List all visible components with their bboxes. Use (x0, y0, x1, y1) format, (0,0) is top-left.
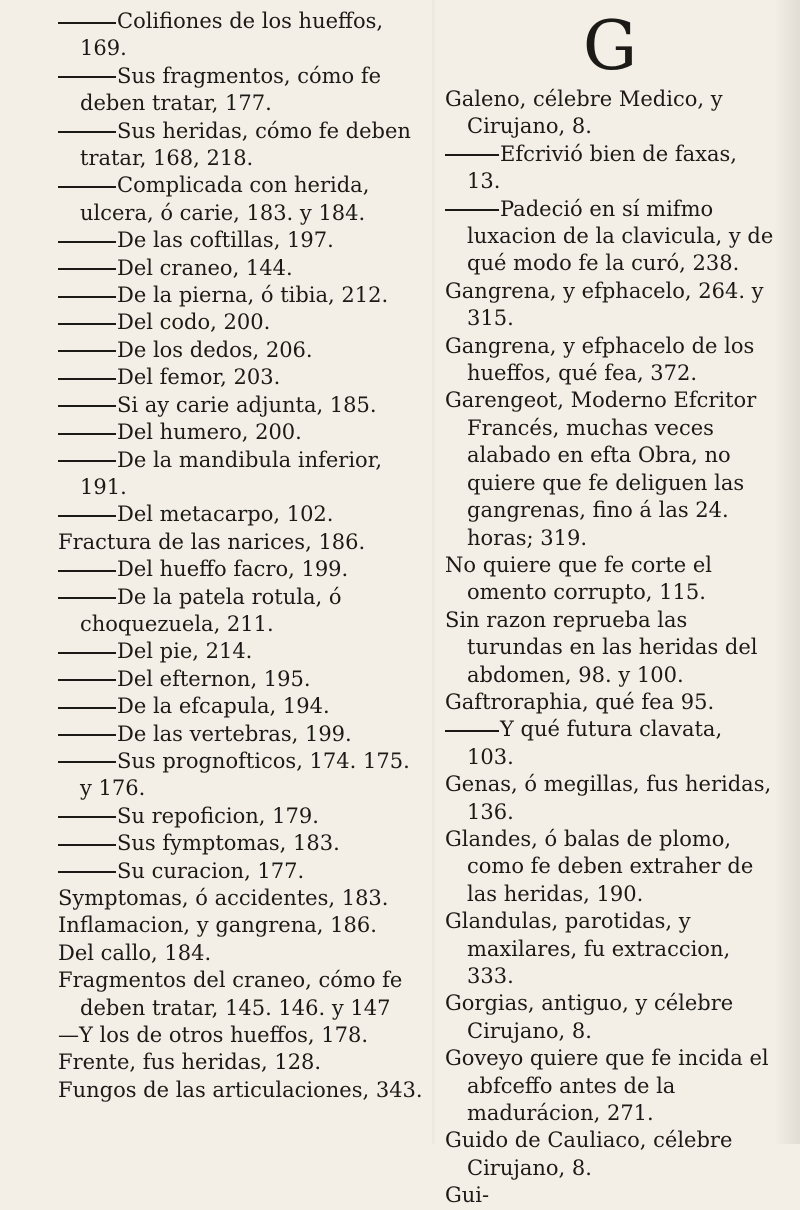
repeat-dash (58, 734, 116, 736)
repeat-dash (58, 186, 116, 188)
repeat-dash (58, 296, 116, 298)
repeat-dash (58, 433, 116, 435)
entry-text: Si ay carie adjunta, 185. (117, 392, 377, 417)
index-entry (58, 309, 428, 336)
repeat-dash (58, 350, 116, 352)
entry-text: Del femor, 203. (117, 365, 281, 390)
index-entry (58, 364, 428, 391)
entry-text: Glandulas, parotidas, y maxilares, fu extraccion, 333. (445, 909, 731, 988)
index-entry (58, 8, 428, 63)
repeat-dash (58, 22, 116, 24)
page-edge-shadow (774, 0, 800, 1144)
entry-text: Del craneo, 144. (117, 255, 293, 280)
index-entry (58, 1077, 428, 1104)
entry-text: —Y los de otros hueffos, 178. (58, 1023, 369, 1048)
index-entry (58, 172, 428, 227)
index-entry (58, 63, 428, 118)
index-entry (445, 333, 775, 388)
index-entry (58, 419, 428, 446)
index-entry (58, 584, 428, 639)
repeat-dash (445, 209, 499, 211)
entry-text: Fragmentos del craneo, cómo fe deben tratar, 145. 146. y 147 (58, 968, 403, 1020)
repeat-dash (58, 707, 116, 709)
index-entry (445, 1182, 775, 1209)
repeat-dash (58, 405, 116, 407)
entry-text: Efcrivió bien de faxas, 13. (467, 141, 737, 194)
repeat-dash (58, 131, 116, 133)
repeat-dash (58, 268, 116, 270)
entry-text: De la pierna, ó tibia, 212. (117, 283, 389, 308)
entry-text: Colifiones de los hueffos, 169. (80, 9, 384, 61)
right-column (445, 8, 775, 1210)
entry-text: Frente, fus heridas, 128. (58, 1050, 322, 1075)
index-entry (58, 1049, 428, 1076)
repeat-dash (58, 871, 116, 873)
entry-text: Del metacarpo, 102. (117, 502, 334, 527)
entry-text: De las coftillas, 197. (117, 228, 334, 253)
repeat-dash (58, 652, 116, 654)
entry-text: Symptomas, ó accidentes, 183. (58, 886, 389, 910)
entry-text: De la patela rotula, ó choquezuela, 211. (80, 584, 342, 636)
section-letter: G (582, 7, 638, 86)
index-entry (445, 990, 775, 1045)
entry-text: Guido de Cauliaco, célebre Cirujano, 8. (445, 1128, 733, 1180)
index-entry (58, 227, 428, 254)
entry-text: De los dedos, 206. (117, 337, 313, 362)
entry-text: Del callo, 184. (58, 940, 212, 965)
index-entry (58, 885, 428, 912)
index-entry (58, 255, 428, 282)
index-entry (445, 689, 775, 716)
entry-text: Goveyo quiere que fe incida el abfceffo antes de la madurácion, 271. (445, 1046, 769, 1126)
entry-text: No quiere que fe corte el omento corrupto, 115. (445, 552, 713, 605)
repeat-dash (445, 154, 499, 156)
entry-text: Gui- (445, 1183, 490, 1208)
entry-text: Del hueffo facro, 199. (117, 557, 349, 582)
entry-text: Del humero, 200. (117, 420, 302, 445)
index-entry (58, 638, 428, 665)
repeat-dash (58, 597, 116, 599)
index-entry (445, 1127, 775, 1182)
index-entry (58, 282, 428, 309)
index-entry (58, 940, 428, 967)
entry-text: Sus fymptomas, 183. (117, 831, 340, 856)
entry-text: Genas, ó megillas, fus heridas, 136. (445, 772, 772, 824)
index-entry (445, 1045, 775, 1127)
entry-text: Sus fragmentos, cómo fe deben tratar, 177. (80, 63, 382, 116)
repeat-dash (58, 515, 116, 517)
index-entry (445, 278, 775, 333)
index-entry (58, 748, 428, 803)
index-entry (58, 721, 428, 748)
entry-text: Glandes, ó balas de plomo, como fe deben extraher de las heridas, 190. (445, 826, 754, 906)
repeat-dash (58, 76, 116, 78)
entry-text: Fractura de las narices, 186. (58, 529, 366, 554)
repeat-dash (58, 378, 116, 380)
gutter-shadow (432, 0, 436, 1144)
entry-text: Inflamacion, y gangrena, 186. (58, 913, 377, 938)
index-entry (445, 387, 775, 551)
entry-text: Sus prognofticos, 174. 175. y 176. (80, 748, 410, 801)
entry-text: Y qué futura clavata, 103. (467, 717, 723, 769)
entry-text: Garengeot, Moderno Efcritor Francés, muchas veces alabado en efta Obra, no quiere que fe deliguen las gangrenas, fino á las 24. horas; 319. (445, 388, 757, 550)
entry-text: Del codo, 200. (117, 310, 271, 335)
index-entry (445, 607, 775, 689)
repeat-dash (58, 241, 116, 243)
index-entry (58, 1022, 428, 1049)
index-entry (58, 912, 428, 939)
repeat-dash (58, 460, 116, 462)
entry-text: Del pie, 214. (117, 639, 253, 664)
entry-text: Padeció en sí mifmo luxacion de la clavicula, y de qué modo fe la curó, 238. (467, 196, 774, 276)
index-entry (58, 830, 428, 857)
index-entry (58, 392, 428, 419)
entry-text: Galeno, célebre Medico, y Cirujano, 8. (445, 87, 723, 139)
index-entry (445, 908, 775, 990)
index-entry (58, 529, 428, 556)
repeat-dash (58, 761, 116, 763)
entry-text: Gangrena, y efphacelo de los hueffos, qué fea, 372. (445, 333, 755, 386)
index-entry (58, 967, 428, 1022)
entry-text: Fungos de las articulaciones, 343. (58, 1077, 423, 1102)
repeat-dash (58, 570, 116, 572)
entry-text: Su curacion, 177. (117, 858, 305, 883)
index-entry (58, 337, 428, 364)
repeat-dash (58, 844, 116, 846)
entry-text: Complicada con herida, ulcera, ó carie, 183. y 184. (80, 173, 370, 225)
index-entry (445, 826, 775, 908)
index-entry (58, 501, 428, 528)
index-entry (58, 666, 428, 693)
entry-text: Su repoficion, 179. (117, 803, 319, 828)
repeat-dash (445, 730, 499, 732)
entry-text: Del efternon, 195. (117, 666, 311, 691)
entry-text: De la mandibula inferior, 191. (80, 447, 383, 499)
entry-text: De la efcapula, 194. (117, 694, 330, 719)
index-entry (445, 771, 775, 826)
index-entry (445, 141, 775, 196)
entry-text: Sin razon reprueba las turundas en las heridas del abdomen, 98. y 100. (445, 607, 758, 687)
entry-text: Gaftroraphia, qué fea 95. (445, 689, 715, 714)
repeat-dash (58, 323, 116, 325)
repeat-dash (58, 679, 116, 681)
entry-text: Sus heridas, cómo fe deben tratar, 168, 218. (80, 118, 411, 171)
repeat-dash (58, 816, 116, 818)
right-entries (445, 86, 775, 1210)
index-entry (58, 447, 428, 502)
index-entry (445, 552, 775, 607)
index-entry (445, 196, 775, 278)
index-entry (445, 716, 775, 771)
left-column (58, 8, 428, 1104)
index-entry (58, 556, 428, 583)
index-entry (58, 858, 428, 885)
entry-text: Gorgias, antiguo, y célebre Cirujano, 8. (445, 991, 734, 1043)
index-entry (445, 86, 775, 141)
entry-text: De las vertebras, 199. (117, 721, 352, 746)
index-entry (58, 693, 428, 720)
index-entry (58, 118, 428, 173)
index-entry (58, 803, 428, 830)
entry-text: Gangrena, y efphacelo, 264. y 315. (445, 278, 764, 331)
